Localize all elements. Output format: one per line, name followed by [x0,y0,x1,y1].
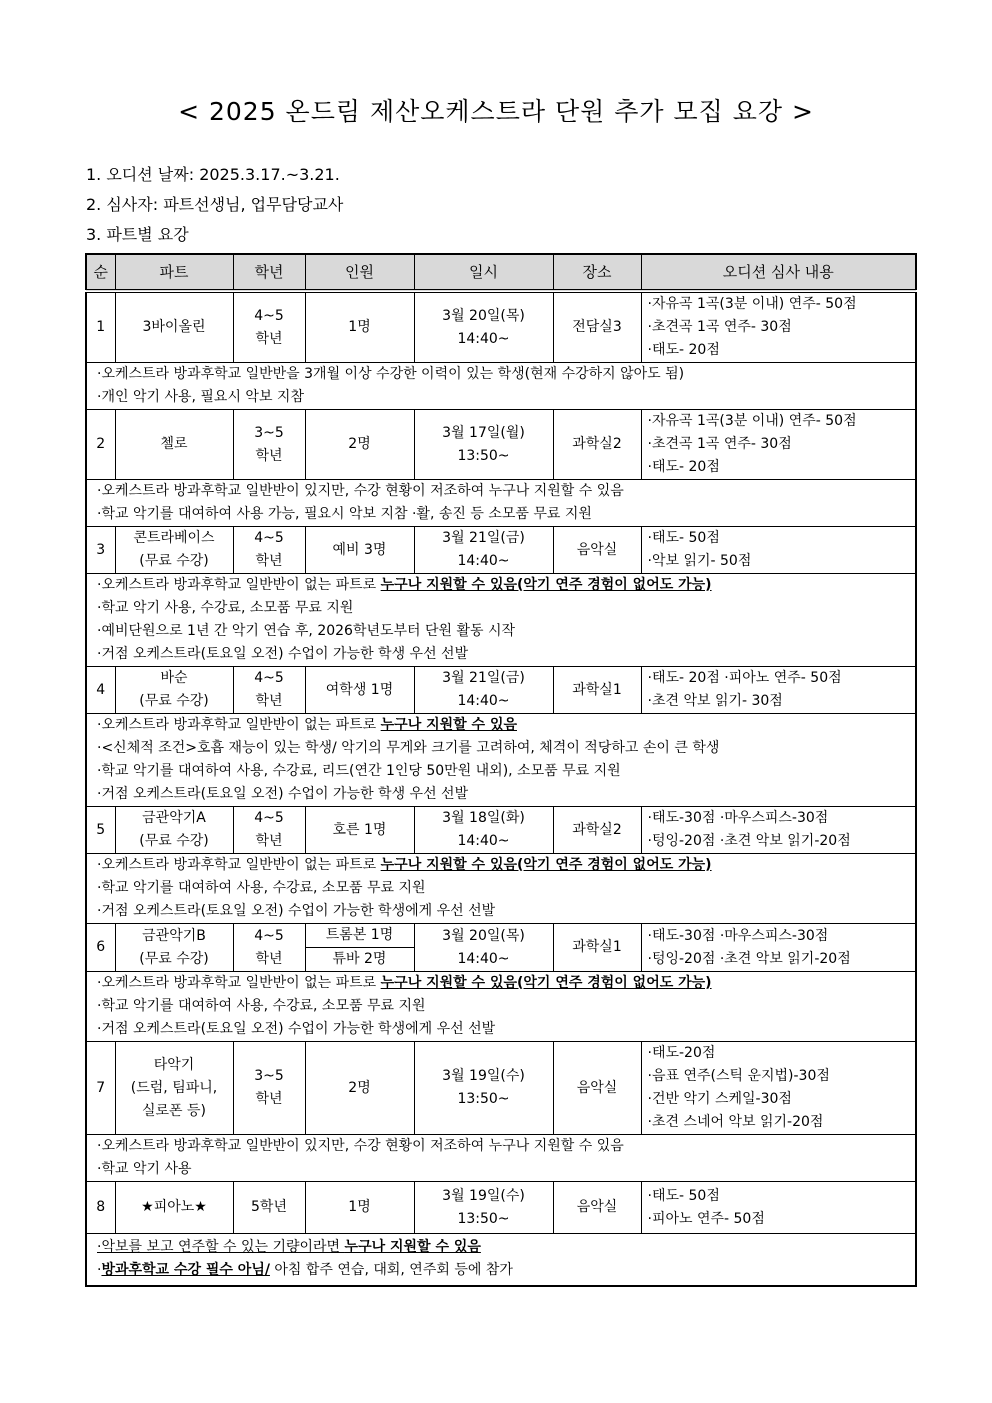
note-row [86,854,916,924]
list-item: 3. 파트별 요강 [86,225,189,244]
list-item: 1. 오디션 날짜: 2025.3.17.~3.21. [86,165,340,184]
grade: 4~5 학년 [233,924,305,972]
table-row [86,410,916,480]
part-name: 콘트라베이스 (무료 수강) [115,527,233,574]
col-grade: 학년 [233,254,305,291]
row-no: 8 [86,1182,115,1234]
criteria: ·태도- 20점 ·피아노 연주- 50점 ·초견 악보 읽기- 30점 [641,667,916,714]
col-count: 인원 [305,254,414,291]
note-row [86,363,916,410]
notes: ·오케스트라 방과후학교 일반반이 없는 파트로 누구나 지원할 수 있음(악기 연주 경험이 없어도 가능) ·학교 악기 사용, 수강료, 소모품 무료 지원 ·예비단원으로 1년 간 악기 연습 후, 2026학년도부터 단원 활동 시작 ·거점 오케스트라(토요일 오전) 수업이 가능한 학생 우선 선발 [86,574,916,667]
criteria: ·태도-30점 ·마우스피스-30점 ·텅잉-20점 ·초견 악보 읽기-20점 [641,924,916,972]
table-row [86,667,916,714]
row-no: 4 [86,667,115,714]
row-no: 6 [86,924,115,972]
count: 2명 [305,1042,414,1135]
count: 2명 [305,410,414,480]
grade: 4~5 학년 [233,807,305,854]
criteria: ·태도- 50점 ·피아노 연주- 50점 [641,1182,916,1234]
row-no: 7 [86,1042,115,1135]
date: 3월 19일(수) 13:50~ [414,1042,553,1135]
part-name: 금관악기A (무료 수강) [115,807,233,854]
page-title: < 2025 온드림 제산오케스트라 단원 추가 모집 요강 > [178,97,814,126]
date: 3월 19일(수) 13:50~ [414,1182,553,1234]
date: 3월 18일(화) 14:40~ [414,807,553,854]
row-no: 1 [86,291,115,363]
place: 과학실1 [553,924,641,972]
notes: ·오케스트라 방과후학교 일반반을 3개월 이상 수강한 이력이 있는 학생(현재 수강하지 않아도 됨) ·개인 악기 사용, 필요시 악보 지참 [86,363,916,410]
note-row [86,714,916,807]
count: 트롬본 1명 튜바 2명 [305,924,414,972]
criteria: ·자유곡 1곡(3분 이내) 연주- 50점 ·초견곡 1곡 연주- 30점 ·태도- 20점 [641,291,916,363]
table-row [86,1042,916,1135]
intro-list [86,160,343,250]
date: 3월 21일(금) 14:40~ [414,527,553,574]
count: 여학생 1명 [305,667,414,714]
table-header-row [86,254,916,291]
row-no: 2 [86,410,115,480]
date: 3월 20일(목) 14:40~ [414,291,553,363]
note-row [86,574,916,667]
part-name: 첼로 [115,410,233,480]
count: 호른 1명 [305,807,414,854]
note-row [86,1135,916,1182]
table-row [86,291,916,363]
col-criteria: 오디션 심사 내용 [641,254,916,291]
count: 1명 [305,291,414,363]
place: 음악실 [553,527,641,574]
col-no: 순 [86,254,115,291]
place: 음악실 [553,1042,641,1135]
place: 과학실2 [553,410,641,480]
count: 1명 [305,1182,414,1234]
place: 음악실 [553,1182,641,1234]
table-row [86,924,916,972]
criteria: ·태도-30점 ·마우스피스-30점 ·텅잉-20점 ·초견 악보 읽기-20점 [641,807,916,854]
part-name: 3바이올린 [115,291,233,363]
audition-table [85,253,917,1287]
part-name: 바순 (무료 수강) [115,667,233,714]
note-row [86,480,916,527]
notes: ·오케스트라 방과후학교 일반반이 있지만, 수강 현황이 저조하여 누구나 지원할 수 있음 ·학교 악기 사용 [86,1135,916,1182]
grade: 4~5 학년 [233,527,305,574]
notes: ·오케스트라 방과후학교 일반반이 없는 파트로 누구나 지원할 수 있음 ·<신체적 조건>호흡 재능이 있는 학생/ 악기의 무게와 크기를 고려하여, 체격이 적당하고 손이 큰 학생 ·학교 악기를 대여하여 사용, 수강료, 리드(연간 1인당 50만원 내외), 소모품 무료 지원 ·거점 오케스트라(토요일 오전) 수업이 가능한 학생 우선 선발 [86,714,916,807]
grade: 3~5 학년 [233,1042,305,1135]
row-no: 3 [86,527,115,574]
row-no: 5 [86,807,115,854]
notes: ·악보를 보고 연주할 수 있는 기량이라면 누구나 지원할 수 있음 ·방과후학교 수강 필수 아님/ 아침 합주 연습, 대회, 연주회 등에 참가 [86,1234,916,1286]
count: 예비 3명 [305,527,414,574]
part-name: 타악기 (드럼, 팀파니, 실로폰 등) [115,1042,233,1135]
note-row [86,972,916,1042]
col-part: 파트 [115,254,233,291]
table-row [86,1182,916,1234]
date: 3월 20일(목) 14:40~ [414,924,553,972]
grade: 5학년 [233,1182,305,1234]
part-name: ★피아노★ [115,1182,233,1234]
grade: 4~5 학년 [233,291,305,363]
grade: 4~5 학년 [233,667,305,714]
table-row [86,807,916,854]
place: 전담실3 [553,291,641,363]
table-row [86,527,916,574]
criteria: ·자유곡 1곡(3분 이내) 연주- 50점 ·초견곡 1곡 연주- 30점 ·태도- 20점 [641,410,916,480]
grade: 3~5 학년 [233,410,305,480]
date: 3월 17일(월) 13:50~ [414,410,553,480]
date: 3월 21일(금) 14:40~ [414,667,553,714]
notes: ·오케스트라 방과후학교 일반반이 있지만, 수강 현황이 저조하여 누구나 지원할 수 있음 ·학교 악기를 대여하여 사용 가능, 필요시 악보 지참 ·활, 송진 등 소모품 무료 지원 [86,480,916,527]
notes: ·오케스트라 방과후학교 일반반이 없는 파트로 누구나 지원할 수 있음(악기 연주 경험이 없어도 가능) ·학교 악기를 대여하여 사용, 수강료, 소모품 무료 지원 ·거점 오케스트라(토요일 오전) 수업이 가능한 학생에게 우선 선발 [86,854,916,924]
col-place: 장소 [553,254,641,291]
notes: ·오케스트라 방과후학교 일반반이 없는 파트로 누구나 지원할 수 있음(악기 연주 경험이 없어도 가능) ·학교 악기를 대여하여 사용, 수강료, 소모품 무료 지원 ·거점 오케스트라(토요일 오전) 수업이 가능한 학생에게 우선 선발 [86,972,916,1042]
list-item: 2. 심사자: 파트선생님, 업무담당교사 [86,195,344,214]
col-date: 일시 [414,254,553,291]
place: 과학실2 [553,807,641,854]
part-name: 금관악기B (무료 수강) [115,924,233,972]
place: 과학실1 [553,667,641,714]
note-row [86,1234,916,1286]
criteria: ·태도- 50점 ·악보 읽기- 50점 [641,527,916,574]
criteria: ·태도-20점 ·음표 연주(스틱 운지법)-30점 ·건반 악기 스케일-30점 ·초견 스네어 악보 읽기-20점 [641,1042,916,1135]
